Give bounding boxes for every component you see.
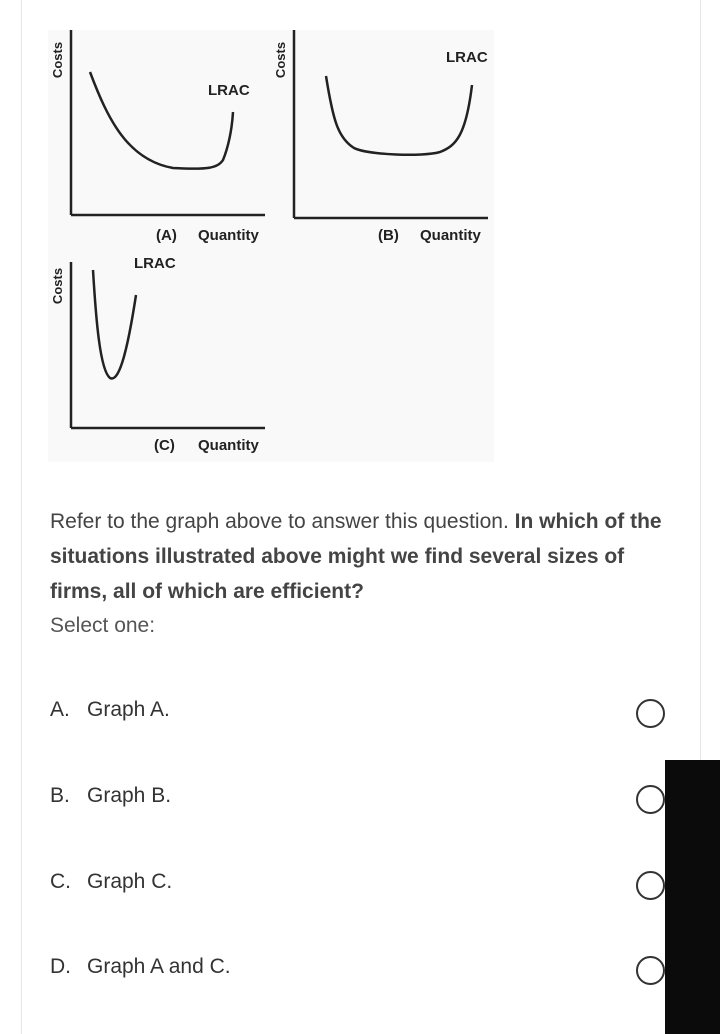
option-d[interactable] [50, 955, 680, 995]
question-bold: In which of the situations illustrated above might we find several sizes of firms, all of which are efficient? [50, 510, 662, 603]
graph-b-tag: (B) [378, 227, 399, 244]
graph-c-tag: (C) [154, 437, 175, 454]
option-d-label: Graph A and C. [87, 955, 231, 978]
option-c-letter: C. [50, 870, 71, 893]
option-b[interactable] [50, 784, 680, 824]
select-one-label: Select one: [50, 614, 156, 637]
graph-c-costs-label: Costs [50, 267, 65, 305]
figure-background [48, 30, 494, 462]
graph-b-lrac-label: LRAC [446, 49, 488, 66]
graph-a-tag: (A) [156, 227, 177, 244]
option-d-letter: D. [50, 955, 71, 978]
lrac-graphs-figure [48, 30, 494, 462]
option-c-radio[interactable] [636, 871, 665, 900]
lrac-graphs-svg [48, 30, 494, 462]
graph-b-costs-label: Costs [273, 41, 288, 79]
option-b-letter: B. [50, 784, 70, 807]
option-c[interactable] [50, 870, 680, 910]
option-a-radio[interactable] [636, 699, 665, 728]
option-d-radio[interactable] [636, 956, 665, 985]
question-text [50, 504, 670, 609]
option-a[interactable] [50, 698, 680, 738]
option-a-letter: A. [50, 698, 70, 721]
option-b-label: Graph B. [87, 784, 172, 807]
graph-c-lrac-label: LRAC [134, 255, 176, 272]
black-overlay-panel [665, 760, 720, 1034]
question-intro: Refer to the graph above to answer this question. [50, 510, 515, 533]
graph-c-quantity-label: Quantity [198, 437, 259, 454]
option-a-label: Graph A. [87, 698, 170, 721]
graph-a-costs-label: Costs [50, 41, 65, 79]
graph-b-quantity-label: Quantity [420, 227, 481, 244]
option-b-radio[interactable] [636, 785, 665, 814]
graph-a-lrac-label: LRAC [208, 82, 250, 99]
graph-a-quantity-label: Quantity [198, 227, 259, 244]
option-c-label: Graph C. [87, 870, 173, 893]
